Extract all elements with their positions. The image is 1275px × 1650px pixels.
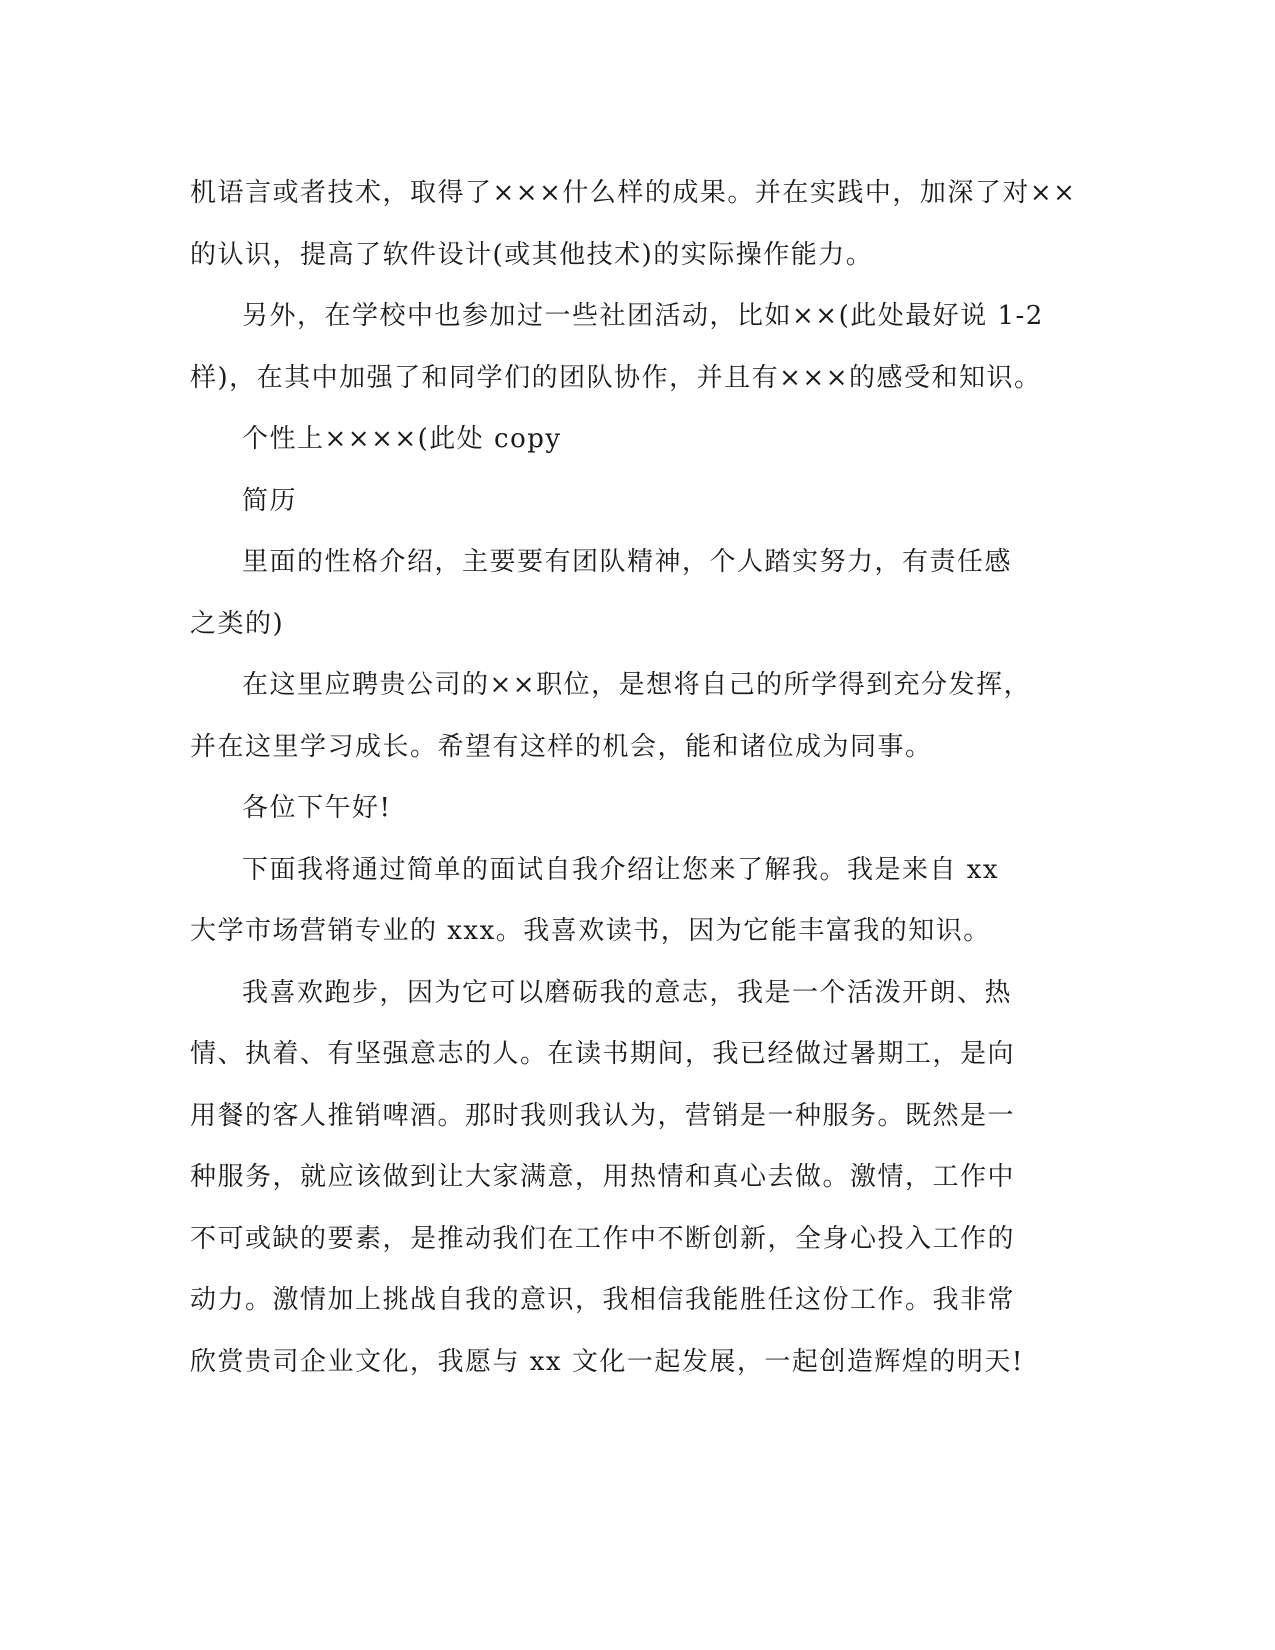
text-line: 种服务，就应该做到让大家满意，用热情和真心去做。激情，工作中 xyxy=(190,1162,1016,1192)
text-line: 在这里应聘贵公司的××职位，是想将自己的所学得到充分发挥， xyxy=(242,670,1032,700)
text-line: 情、执着、有坚强意志的人。在读书期间，我已经做过暑期工，是向 xyxy=(190,1039,1016,1069)
text-line: 里面的性格介绍，主要要有团队精神，个人踏实努力，有责任感 xyxy=(242,547,1013,577)
text-line: 我喜欢跑步，因为它可以磨砺我的意志，我是一个活泼开朗、热 xyxy=(242,977,1013,1008)
text-line: 简历 xyxy=(242,485,298,516)
text-line: 用餐的客人推销啤酒。那时我则我认为，营销是一种服务。既然是一 xyxy=(190,1100,1016,1131)
paragraph xyxy=(190,163,1085,286)
paragraph xyxy=(190,840,1085,963)
text-line: 下面我将通过简单的面试自我介绍让您来了解我。我是来自 xx xyxy=(242,854,1000,885)
text-line: 个性上××××(此处 copy xyxy=(242,424,562,454)
paragraph xyxy=(190,532,1085,655)
document-body xyxy=(190,163,1085,1393)
text-line: 各位下午好! xyxy=(242,793,392,823)
paragraph xyxy=(190,409,1085,471)
text-line: 机语言或者技术，取得了×××什么样的成果。并在实践中，加深了对×× xyxy=(190,178,1077,208)
text-line: 样)，在其中加强了和同学们的团队协作，并且有×××的感受和知识。 xyxy=(190,362,1042,393)
paragraph xyxy=(190,655,1085,778)
text-line: 并在这里学习成长。希望有这样的机会，能和诸位成为同事。 xyxy=(190,731,933,762)
text-line: 的认识，提高了软件设计(或其他技术)的实际操作能力。 xyxy=(190,239,874,270)
paragraph xyxy=(190,963,1085,1394)
text-line: 欣赏贵司企业文化，我愿与 xx 文化一起发展，一起创造辉煌的明天! xyxy=(190,1346,1024,1377)
paragraph xyxy=(190,471,1085,533)
text-line: 不可或缺的要素，是推动我们在工作中不断创新，全身心投入工作的 xyxy=(190,1223,1016,1254)
paragraph xyxy=(190,286,1085,409)
paragraph xyxy=(190,778,1085,840)
text-line: 之类的) xyxy=(190,608,285,639)
text-line: 另外，在学校中也参加过一些社团活动，比如××(此处最好说 1-2 xyxy=(242,301,1044,331)
text-line: 大学市场营销专业的 xxx。我喜欢读书，因为它能丰富我的知识。 xyxy=(190,916,991,946)
text-line: 动力。激情加上挑战自我的意识，我相信我能胜任这份工作。我非常 xyxy=(190,1285,1016,1315)
